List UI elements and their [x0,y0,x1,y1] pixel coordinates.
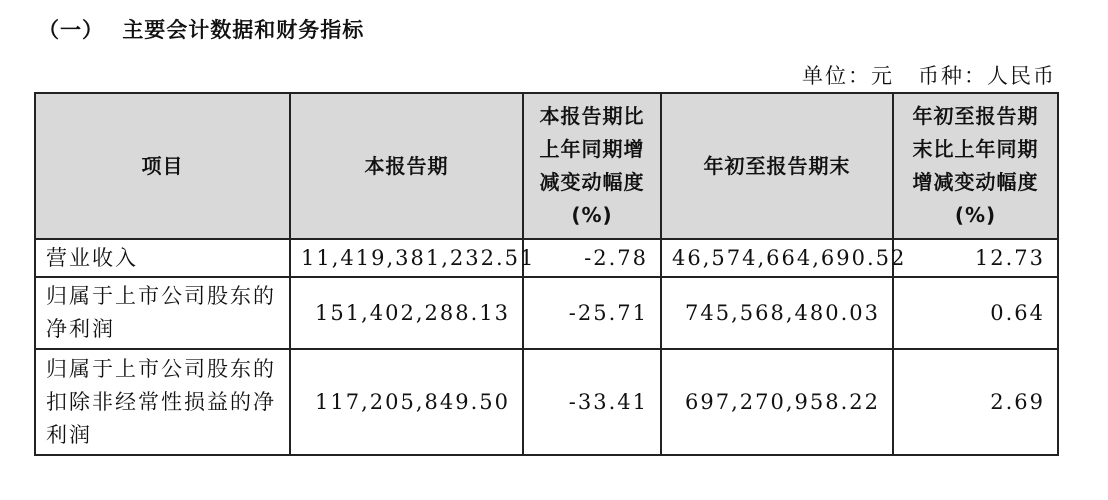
header-ytd-change: 年初至报告期末比上年同期增减变动幅度(%) [893,93,1058,239]
financial-indicators-table [34,92,1059,456]
row-current-period-value: 117,205,849.50 [290,349,523,455]
row-item-label: 归属于上市公司股东的扣除非经常性损益的净利润 [35,349,290,455]
row-current-period-value: 11,419,381,232.51 [290,239,523,277]
table-row [35,277,1058,349]
row-current-change-value: -33.41 [523,349,661,455]
currency-label: 币种：人民币 [918,64,1056,88]
row-ytd-change-value: 0.64 [893,277,1058,349]
header-current-period: 本报告期 [290,93,523,239]
row-item-label: 归属于上市公司股东的净利润 [35,277,290,349]
row-current-change-value: -2.78 [523,239,661,277]
header-ytd: 年初至报告期末 [661,93,893,239]
unit-currency-note [802,60,1056,90]
header-item: 项目 [35,93,290,239]
header-current-change: 本报告期比上年同期增减变动幅度(%) [523,93,661,239]
table-header-row [35,93,1058,239]
table-row [35,349,1058,455]
row-ytd-value: 46,574,664,690.52 [661,239,893,277]
section-heading [38,14,364,44]
row-ytd-value: 745,568,480.03 [661,277,893,349]
row-ytd-change-value: 12.73 [893,239,1058,277]
row-ytd-value: 697,270,958.22 [661,349,893,455]
table-row [35,239,1058,277]
row-current-period-value: 151,402,288.13 [290,277,523,349]
row-ytd-change-value: 2.69 [893,349,1058,455]
section-title: 主要会计数据和财务指标 [122,18,365,42]
row-item-label: 营业收入 [35,239,290,277]
row-current-change-value: -25.71 [523,277,661,349]
section-number: （一） [38,18,104,42]
unit-label: 单位：元 [802,64,894,88]
